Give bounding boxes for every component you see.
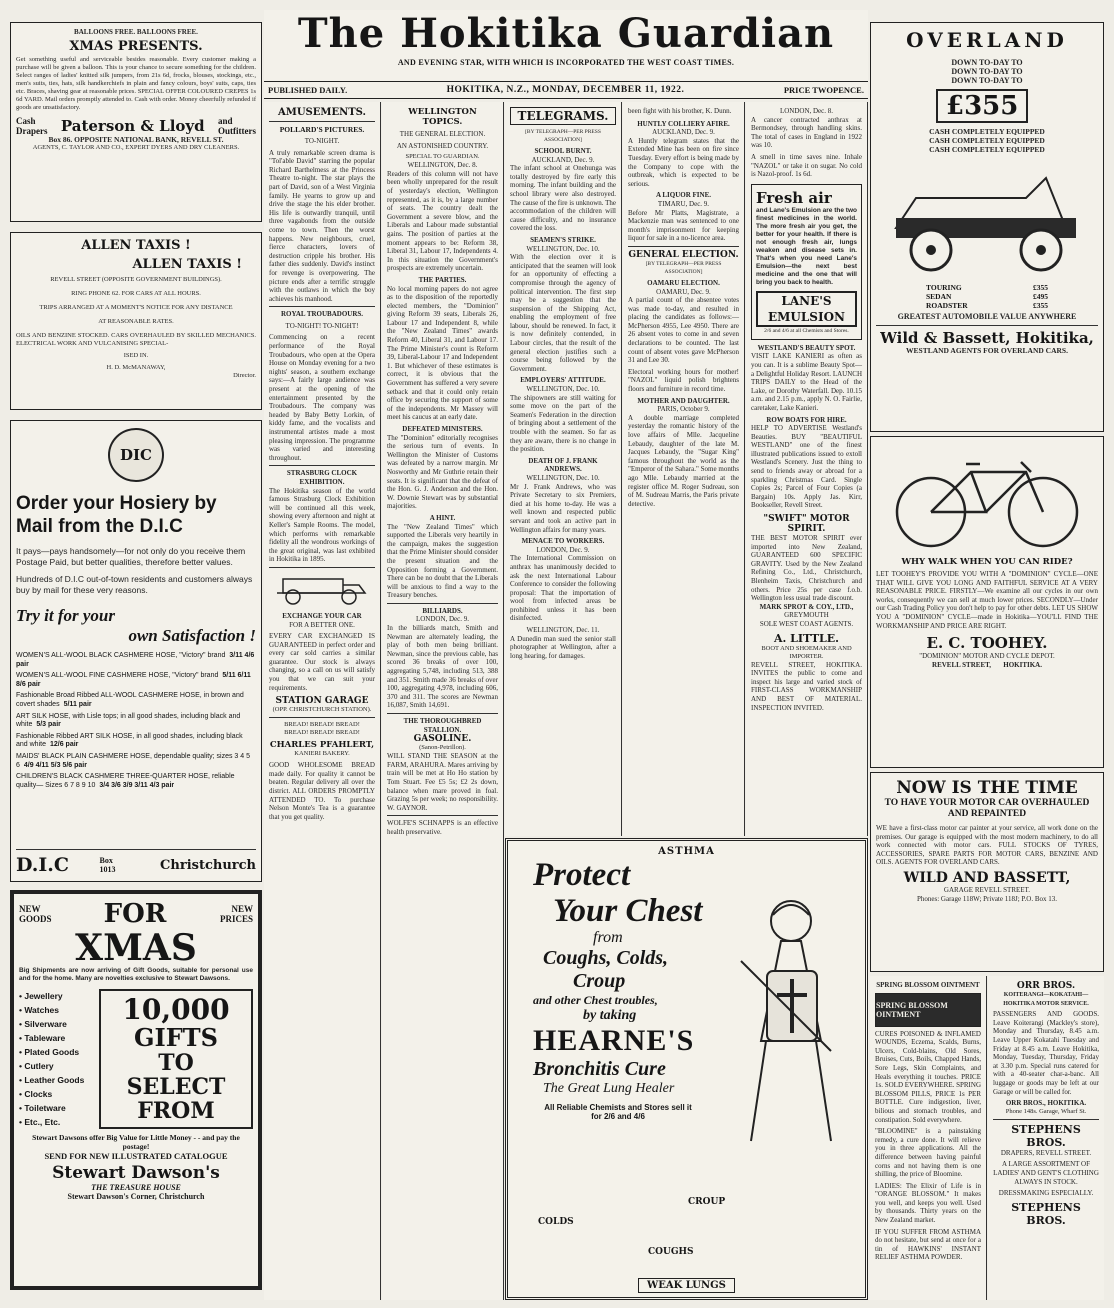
col4-body-3: A partial count of the absentee votes was made to-day, and resulted in placing the candidates as follows:— McPherson 4955, Lee 4950. There are 26 absent votes to come in and seven declarations to be counted. The last count of absent votes gave McPherson 31 and Lee 30.	[628, 296, 739, 365]
dic-item-desc: Fashionable Broad Ribbed ALL-WOOL CASHMERE HOSE, in brown and covert shades	[16, 692, 244, 708]
hearne-l7: by taking	[583, 1008, 637, 1023]
toohey-name: E. C. TOOHEY.	[926, 634, 1048, 653]
col4-head-election: GENERAL ELECTION.	[628, 249, 739, 260]
dic-item-price: 5/11 6/11 8/6 pair	[16, 672, 251, 688]
hearne-l11: All Reliable Chemists and Stores sell it for 2/6 and 4/6	[544, 1103, 692, 1121]
dic-item-desc: MAIDS' BLACK PLAIN CASHMERE HOSE, dependable quality; sizes 3 4 5 6	[16, 752, 250, 769]
col4-dl-1: AUCKLAND, Dec. 9.	[652, 128, 715, 137]
amusements-body-5: GOOD WHOLESOME BREAD made daily. For quality it cannot be beaten. Regular delivery all over the district. ALL ORDERS PROMPTLY ATTENDED TO. To purchase Nelson Monte's Tea is a guarantee that you get quality.	[269, 761, 375, 821]
masthead-dateline: HOKITIKA, N.Z., MONDAY, DECEMBER 11, 1922.	[446, 85, 685, 95]
dawson-list-item: • Etc., Etc.	[19, 1117, 61, 1127]
wellington-dateline: WELLINGTON, Dec. 8.	[407, 161, 478, 170]
hearne-l4: Coughs, Colds,	[543, 947, 669, 969]
col4-body-0: been fight with his brother, K. Dunn.	[628, 107, 732, 115]
hearne-croup: CROUP	[688, 1197, 726, 1207]
stephens-name: STEPHENS BROS.	[1011, 1122, 1081, 1149]
orr-stephens-column	[988, 976, 1104, 1300]
dic-item-price: 5/3 pair	[36, 721, 61, 729]
amusements-exchange: EXCHANGE YOUR CAR	[282, 611, 362, 620]
dic-price-list	[16, 652, 256, 790]
dic-foot-name: D.I.C	[16, 854, 70, 876]
wellington-sub-2: AN ASTONISHED COUNTRY.	[396, 141, 489, 150]
col4-body-2: Before Mr Platts, Magistrate, a Mackenzie man was sentenced to one month's imprisonment for keeping liquor for sale in a no-licence area.	[628, 208, 739, 243]
dic-try-1: Try it for your	[16, 606, 116, 625]
masthead-title: The Hokitika Guardian	[297, 10, 835, 57]
wellington-special: SPECIAL TO GUARDIAN.	[405, 153, 480, 161]
stallion-name: GASOLINE.	[413, 734, 472, 745]
col5-body-3: HELP TO ADVERTISE Westland's Beauties. BUY "BEAUTIFUL WESTLAND" one of the finest illustrated publications issued to extoll Westland's Scenery. Just the thing to send to friends away or abroad for a sparkling Christmas Card. Single Copies 2s; Parcel of Four Copies (a Bargain) 10s. Apply Jas. Kirr, Bookseller, Revell Street.	[751, 424, 862, 510]
telegrams-body-1: The infant school at Onehunga was totally destroyed by fire early this morning. The infant building and the school library were also destroyed. The cause of the fire is unknown. The accommodation of the children will cause difficulty, and no insurance covered the loss.	[510, 164, 617, 233]
dawson-blurb: Big Shipments are now arriving of Gift Goods, suitable for personal use and for the home. Many are novelties exclusive to Stewart Dawsons.	[19, 967, 253, 982]
col5-sub-3: ROW BOATS FOR HIRE.	[766, 415, 847, 424]
col5-sub-5b: BOOT AND SHOEMAKER AND IMPORTER.	[761, 644, 852, 660]
col5-body-4: THE BEST MOTOR SPIRIT ever imported into New Zealand, GUARANTEED 600 SPECIFIC GRAVITY. Used by the New Zealand Refining Co., Ltd., Christchurch, Blenheim Taxis, Christchurch and others. Price 25s per case f.o.b. Wellington less usual trade discount.	[751, 534, 862, 603]
col4-sub-1: HUNTLY COLLIERY AFIRE.	[637, 119, 730, 128]
allen-l5: OILS AND BENZINE STOCKED. CARS OVERHAULED BY SKILLED MECHANICS. ELECTRICAL WORK AND VULCANISING SPECIAL-	[16, 332, 256, 347]
amusements-body-1: A truly remarkable screen drama is "Tol'able David" starring the popular Richard Barthelmess at the Princess Theatre to-night. The star plays the part of David, son of a West Virginia family. He yearns to grow up and drive the stage the his elder brother. His life is outwardly tranquil, until three vagabonds from the outside come to town. Then the worst happens. New neighbours, cruel, fierce characters, lovers of destruction cripple his brother. His father dies suddenly. David's instinct for revenge is overpowering. The picture ends after a terrific struggle with the outlaws in which the boy achieves his manhood.	[269, 148, 375, 303]
baker-name: CHARLES PFAHLERT,	[269, 740, 375, 751]
allen-title-1: ALLEN TAXIS !	[81, 238, 191, 253]
ad-title: XMAS PRESENTS.	[69, 38, 203, 54]
wild-head-1: NOW IS THE TIME	[896, 778, 1078, 798]
dic-foot-city: Christchurch	[160, 857, 256, 873]
billiards-body: In the billiards match, Smith and Newman are alternately leading, the play of both men being brilliant. Newman, since the previous cable, has scored 36 breaks of over 100, aggregating 5,748, including 513, 388 and 351. Smith made 36 breaks of over 100, aggregating 4,978, including 606, 370 and 311. The scores are Newman 16,087, Smith 14,691.	[387, 624, 498, 710]
amusements-sub: POLLARD'S PICTURES.	[279, 125, 365, 134]
dawson-list-item: • Cutlery	[19, 1061, 54, 1071]
asthma-body: IF YOU SUFFER FROM ASTHMA do not hesitate, but send at once for a tin of HAWKINS' INSTANT RELIEF ASTHMA POWDER.	[875, 1227, 981, 1262]
telegrams-sub-3: EMPLOYERS' ATTITUDE.	[520, 376, 606, 385]
col5-body-1: A cancer contracted anthrax at Bermondsey, through handling skins. The total of cases in England in 1922 was 10.	[751, 115, 862, 150]
stallion-body: WILL STAND THE SEASON at the FARM, ARAHURA. Mares arriving by train will be met at Ho Ho station by Tom Stuart. Fee £5 5s; £2 2s down, balance when mare proved in foal. Grazing 5s per week; no responsibility. W. GAYNOR.	[387, 752, 498, 812]
dawson-new-goods: NEW GOODS	[19, 904, 52, 924]
dic-hosiery-ad	[10, 420, 262, 882]
dic-price-item	[16, 692, 256, 709]
col5-sub-2: WESTLAND'S BEAUTY SPOT.	[757, 343, 856, 352]
wellington-body-1: Readers of this column will not have been wholly unprepared for the result of yesterday's election, Wellington represented, as it is, by a large number of seats. The country dealt the Government a severe blow, and the Liberals and Labour made substantial gains. The position of parties at the moment appears to be: Reform 38, Liberal 31, Labour 17, Independents 4. In this situation the Government's prospects are extremely uncertain.	[387, 169, 498, 273]
stephens-drapers: DRAPERS, REVELL STREET.	[1000, 1148, 1092, 1157]
wild-name: WILD AND BASSETT,	[903, 869, 1071, 886]
hearne-l6: and other Chest troubles,	[533, 993, 658, 1007]
dic-item-price: 12/6 pair	[49, 741, 79, 749]
amusements-sub-2: ROYAL TROUBADOURS.	[280, 310, 364, 319]
wellington-body-4: The "New Zealand Times" which supported the Liberals very heartily in the campaign, makes the suggestion that the Prime Minister should consider the present situation and the Opposition forming a Government. There can be no doubt that the Liberals will be anxious to find a way to the Treasury benches.	[387, 522, 498, 600]
column-news-5	[746, 102, 868, 836]
ad-drapers: Drapers	[16, 125, 48, 136]
hearne-weak-lungs: WEAK LUNGS	[638, 1278, 735, 1293]
dawson-big-5: FROM	[137, 1098, 215, 1124]
dawson-house: THE TREASURE HOUSE	[91, 1183, 181, 1192]
col4-sub-2: A LIQUOR FINE.	[655, 191, 712, 200]
ad-body: Get something useful and serviceable besides reasonable. Every customer making a purchase will be given a balloon. This is your chance to secure something for the children. Select ranges of ladies' knitted silk jumpers, from 21s 6d, frocks, blouses, stockings, etc., men's suits, ties, hats, silk handkerchiefs in plain and fancy colours, boys' suits, caps, ties etc. Braces, shaving gear at reasonable prices. SPECIAL OFFER COLOURED CREPES 1s 6d YARD. Mail orders promptly attended to. Cash with order. Money cheerfully refunded if goods are unsatisfactory.	[16, 55, 256, 111]
baker-sub: KANIERI BAKERY.	[294, 750, 350, 758]
ad-outfitters: Outfitters	[218, 125, 256, 136]
dawson-offer: Stewart Dawsons offer Big Value for Little Money - - and pay the postage!	[32, 1133, 240, 1151]
amusements-tonight: TO-NIGHT.	[304, 137, 340, 145]
telegrams-body-3: The shipowners are still waiting for some move on the part of the Seamen's Federation in the direction of bringing about a settlement of the trouble with the seamen. So far as they are aware, there is no change in the position.	[510, 393, 616, 454]
hearnes-bronchitis-ad	[505, 838, 868, 1300]
hearne-coughs: COUGHS	[648, 1247, 694, 1257]
col4-body-1: A Huntly telegram states that the Extended Mine has been on fire since Tuesday. Every effort is being made by the Company to cope with the outbreak, which is expected to be serious.	[628, 136, 739, 188]
dawson-list-item: • Jewellery	[19, 991, 63, 1001]
telegrams-sub-2: SEAMEN'S STRIKE.	[530, 235, 596, 244]
dic-price-item	[16, 753, 256, 770]
telegrams-body-2: With the election over it is anticipated that the seamen will look for an opportunity of effecting a compromise through the agency of political intervention. The first step may be a suggestion that the suspension of the Shipping Act, enabling the employment of free labour, should be renewed. In fact, it is now definitely contended, in Labour circles, that the result of the general election justifies such a course being followed by the Government.	[510, 253, 616, 373]
wild-bassett-ad	[870, 772, 1104, 972]
stallion-head: THE THOROUGHBRED STALLION.	[403, 717, 482, 734]
overland-tag: GREATEST AUTOMOBILE VALUE ANYWHERE	[897, 312, 1077, 321]
telegrams-sub-1: SCHOOL BURNT.	[534, 147, 592, 155]
dic-price-item	[16, 713, 256, 730]
overland-model-price: £355	[1033, 283, 1048, 292]
dic-item-desc: WOMEN'S ALL-WOOL BLACK CASHMERE HOSE, "Victory" brand	[16, 652, 226, 659]
dawson-list-item: • Clocks	[19, 1089, 53, 1099]
dic-price-item	[16, 773, 256, 790]
column-telegrams	[505, 102, 622, 836]
dic-p2: Hundreds of D.I.C out-of-town residents and customers always buy by mail for these very reasons.	[16, 574, 253, 595]
wellington-head: WELLINGTON TOPICS.	[408, 107, 477, 127]
lanes-head: Fresh air	[756, 188, 832, 207]
dic-price-item	[16, 733, 256, 750]
wolfe-ad: WOLFE'S SCHNAPPS is an effective health preservative.	[387, 819, 498, 836]
hearne-l5: Croup	[573, 970, 626, 992]
bread-line: BREAD! BREAD! BREAD! BREAD! BREAD! BREAD!	[284, 721, 360, 737]
dic-item-price: 5/11 pair	[63, 700, 92, 708]
hearne-colds: COLDS	[538, 1217, 574, 1227]
amusements-tonight-2: TO-NIGHT! TO-NIGHT!	[285, 321, 359, 330]
bloomine-body: "BLOOMINE" is a painstaking remedy, a cure done. It will relieve you in three applications. All the difference between having painful corns and not having them is one shilling, the price of Bloomine.	[875, 1127, 981, 1179]
dawson-for: FOR	[103, 899, 167, 929]
masthead-published: PUBLISHED DAILY.	[268, 85, 348, 95]
telegrams-body-4: Mr J. Frank Andrews, who was Private Secretary to six Premiers, died at his home to-day. He was a well known and respected public servant and took an active part in Wellington affairs for many years.	[510, 482, 616, 534]
col4-body-5: A double marriage completed yesterday the romantic history of the love affairs of Mlle. Jacqueline Lebaudy, daughter of the late M. Jacques Lebaudy, the "Sugar King" famous throughout the world as the "Emperor of the Sahara." Some months ago Mlle. Lebaudy married at the register office M. Roger Sudreau, son of M. Sudreau Marris, the Paris private detective.	[628, 413, 739, 508]
telegrams-body-6: A Dunedin man sued the senior stall photographer at Wellington, after a long hearing, for damages.	[510, 634, 616, 660]
dic-foot-box: Box 1013	[99, 856, 116, 874]
overland-dealer: Wild & Bassett, Hokitika,	[880, 328, 1094, 347]
overland-agents: WESTLAND AGENTS FOR OVERLAND CARS.	[906, 345, 1068, 355]
wellington-body-3: The "Dominion" editorially recognises the serious turn of events. In Wellington the Minister of Customs was defeated by a narrow margin. Mr Nosworthy and Mr Guthrie retain their seats. It is significant that the defeat of the Hon. G. J. Anderson and the Hon. W. Downie Stewart was by substantial majorities.	[387, 433, 498, 511]
lanes-brand: LANE'S EMULSION	[756, 291, 857, 327]
dic-item-desc: WOMEN'S ALL-WOOL FINE CASHMERE HOSE, "Victory" brand	[16, 672, 219, 680]
overland-model-name: ROADSTER	[926, 301, 968, 310]
dawson-xmas: XMAS	[75, 927, 197, 969]
dic-p1: It pays—pays handsomely—for not only do you receive them Postage Paid, but better qualities, therefore better values.	[16, 546, 246, 567]
telegrams-sub-5: MENACE TO WORKERS.	[521, 537, 605, 546]
orr-foot: ORR BROS., HOKITIKA.	[1005, 1099, 1087, 1108]
dawson-list-item: • Toiletware	[19, 1103, 66, 1113]
dic-logo-text: DIC	[120, 446, 152, 464]
amusements-head: AMUSEMENTS.	[277, 107, 366, 118]
col4-dl-2: TIMARU, Dec. 9.	[657, 199, 710, 208]
dawson-goods-list	[19, 989, 99, 1129]
hearne-l8: HEARNE'S	[533, 1024, 695, 1057]
station-garage-sub: (OPP. CHRISTCHURCH STATION).	[272, 706, 372, 714]
allen-title-2: ALLEN TAXIS !	[132, 257, 242, 272]
col4-body-4: Electoral working hours for mother! "NAZOL" liquid polish brightens floors and furniture in record time.	[628, 367, 739, 394]
billiards-dateline: LONDON, Dec. 9.	[415, 615, 470, 624]
overland-ad	[870, 22, 1104, 432]
allen-taxis-ad	[10, 232, 262, 410]
dawson-gifts-box	[99, 989, 253, 1129]
stallion-ref: (Sanon-Petrillon).	[419, 744, 466, 752]
bicycle-illustration	[876, 442, 1098, 552]
amusements-body-4: EVERY CAR EXCHANGED IS GUARANTEED in perfect order and every car sold carries a similar guarantee. Our stock is always changing, so a call on us will satisfy you that we can suit your requirements.	[269, 632, 375, 692]
col5-body-5: REVELL STREET, HOKITIKA. INVITES the public to come and inspect his large and varied stock of FIRST-CLASS WORKMANSHIP AND BEST OF MATERIAL. INSPECTION INVITED.	[751, 660, 862, 712]
wild-phone: Phones: Garage 118W; Private 118J; P.O. Box 13.	[917, 894, 1057, 903]
allen-l1: REVELL STREET (OPPOSITE GOVERNMENT BUILDINGS).	[50, 276, 222, 283]
allen-l6: ISED IN.	[123, 352, 149, 359]
telegrams-credit: [BY TELEGRAPH—PER PRESS ASSOCIATION]	[525, 129, 601, 143]
ad-and: and	[218, 115, 233, 126]
overland-car-illustration	[876, 158, 1096, 278]
hearne-l10: The Great Lung Healer	[543, 1081, 675, 1096]
dic-item-desc: CHILDREN'S BLACK CASHMERE THREE-QUARTER HOSE, reliable quality— Sizes 6 7 8 9 10	[16, 773, 235, 789]
lanes-price: 2/6 and 4/6 at all Chemists and Stores.	[764, 327, 849, 334]
dawson-big-4: SELECT	[126, 1074, 226, 1100]
dawson-new-prices: NEW PRICES	[219, 904, 253, 924]
paterson-lloyd-ad	[10, 22, 262, 222]
amusements-body-3: The Hokitika season of the world famous Strasburg Clock Exhibition will be continued all this week, showing every afternoon and night at Keller's Sample Rooms. The model, which performs with remarkable fidelity all the wondrous workings of the great original, was last exhibited in Hokitika in 1895.	[269, 486, 375, 564]
dawson-big-2: GIFTS	[134, 1023, 218, 1052]
overland-price: £355	[936, 89, 1028, 123]
telegrams-dl-5: LONDON, Dec. 9.	[536, 545, 590, 554]
telegrams-dl-1: AUCKLAND, Dec. 9.	[531, 155, 595, 164]
allen-l2: RING PHONE 62. FOR CARS AT ALL HOURS.	[71, 290, 201, 297]
col4-sub-5: MOTHER AND DAUGHTER.	[637, 396, 730, 405]
column-wellington	[382, 102, 504, 1300]
col4-credit: [BY TELEGRAPH—PER PRESS ASSOCIATION]	[645, 260, 722, 275]
wellington-sub-4: DEFEATED MINISTERS.	[402, 425, 483, 433]
overland-model-name: TOURING	[926, 283, 962, 292]
ad-address: Box 86. OPPOSITE NATIONAL BANK, REVELL ST.	[48, 134, 224, 144]
spring-blossom-column	[870, 976, 987, 1300]
ad-cash: Cash	[16, 115, 36, 126]
orr-body: PASSENGERS AND GOODS. Leave Koiterangi (Mackley's store), Monday and Thursday, 8.45 a.m. Leave Upper Kokatahi Tuesday and Friday at 8.45 a.m. Leave Hokitika, Monday, Tuesday, Thursday, Friday at 3.30 p.m. Special runs catered for with a 40-seater char-a-banc. All luggage or goods may be left at our Garage or will be called for.	[993, 1010, 1099, 1096]
dawson-list-item: • Leather Goods	[19, 1075, 85, 1085]
dawson-big-3: TO	[158, 1050, 194, 1076]
dic-item-desc: Fashionable Ribbed ART SILK HOSE, in all good shades, including black and white	[16, 732, 243, 749]
dawson-list-item: • Watches	[19, 1005, 59, 1015]
ad-topline: BALLOONS FREE. BALLOONS FREE.	[74, 28, 198, 36]
station-garage: STATION GARAGE	[275, 696, 369, 707]
dic-item-price: 4/9 4/11 5/3 5/6 pair	[23, 761, 87, 769]
dic-price-item	[16, 672, 256, 689]
masthead-subtitle: AND EVENING STAR, WITH WHICH IS INCORPORATED THE WEST COAST TIMES.	[397, 58, 735, 67]
wellington-body-2: No local morning papers do not agree as to the disposition of the reportedly elected members, the "Dominion" giving Reform 39 seats, Liberals 26, Labour 17 and Independent 8, while the "New Zealand Times" awards Reform 40, Liberal 31, and Labour 17. The Prime Minister's count is Reform 39, Liberal-Labour 17 and Independent 1. But whichever of these estimates is correct, it is obvious that the Government has suffered a very severe setback and that it could only retain office by securing the support of some of the independents. Mr Massey will meet his caucus at an early date.	[387, 284, 498, 422]
allen-l3: TRIPS ARRANGED AT A MOMENT'S NOTICE FOR ANY DISTANCE	[39, 304, 233, 311]
dic-title: Order your Hosiery by Mail from the D.I.C	[16, 493, 217, 537]
telegrams-dl-6: WELLINGTON, Dec. 11.	[526, 626, 600, 635]
knight-illustration	[721, 891, 851, 1251]
hearne-l2: Your Chest	[553, 893, 703, 929]
dawson-big-1: 10,000	[122, 993, 230, 1026]
col4-dl-5: PARIS, October 9.	[657, 405, 710, 414]
overland-models	[926, 283, 1048, 310]
dic-item-price: 3/4 3/6 3/9 3/11 4/3 pair	[99, 781, 175, 789]
wellington-sub-5: A HINT.	[429, 513, 456, 522]
orr-phone: Phone 148s. Garage, Wharf St.	[1005, 1107, 1087, 1115]
dic-logo	[108, 428, 164, 482]
col5-body-1b: A smell in time saves nine. Inhale "NAZOL" or take it on sugar. No cold is Nazol-proof. 1s 6d.	[751, 152, 862, 179]
dic-item-desc: ART SILK HOSE, with Lisle tops; in all good shades, including black and white	[16, 712, 241, 729]
col5-name-4: MARK SPROT & COY., LTD.,	[759, 602, 854, 611]
col5-dl-1: LONDON, Dec. 8.	[779, 107, 834, 115]
ladies-body: LADIES: The Elixir of Life is in "ORANGE BLOSSOM." It makes you well, and keeps you well. Used by thousands. Thirty years on the New Zealand market.	[875, 1181, 981, 1225]
toohey-head: WHY WALK WHEN YOU CAN RIDE?	[901, 557, 1073, 567]
blossom-body: CURES POISONED & INFLAMED WOUNDS, Eczema, Scalds, Burns, Ulcers, Cold-blains, Old Sores, Bruises, Cuts, Boils, Chapped Hands, Sore Legs, Skin Complaints, and Heals everything it touches. PRICE 1s. SOLD EVERYWHERE. SPRING BLOSSOM PILLS, PRICE 1s PER BOTTLE. Cure indigestion, liver, bilious and stomach troubles, and constipation. Sold everywhere.	[875, 1029, 981, 1124]
masthead	[264, 10, 868, 100]
dawson-corner: Stewart Dawson's Corner, Christchurch	[67, 1192, 205, 1201]
dawson-list-item: • Tableware	[19, 1033, 66, 1043]
ad-agents: AGENTS, C. TAYLOR AND CO., EXPERT DYERS AND DRY CLEANERS.	[32, 144, 240, 152]
telegrams-dl-3: WELLINGTON, Dec. 10.	[526, 385, 600, 394]
toohey-address: REVELL STREET, HOKITIKA.	[932, 660, 1042, 669]
blossom-logo: SPRING BLOSSOM OINTMENT	[875, 993, 981, 1027]
stephens-line-1: A LARGE ASSORTMENT OF LADIES' AND GENT'S CLOTHING ALWAYS IN STOCK.	[993, 1160, 1099, 1186]
blossom-title: SPRING BLOSSOM OINTMENT	[876, 981, 980, 989]
overland-model-name: SEDAN	[926, 292, 952, 301]
overland-model-price: £355	[1033, 301, 1048, 310]
overland-model-price: £495	[1033, 292, 1048, 301]
overland-title: OVERLAND	[906, 28, 1068, 52]
amusements-sub-3: STRASBURG CLOCK EXHIBITION.	[286, 469, 358, 486]
overland-equipped: CASH COMPLETELY EQUIPPED CASH COMPLETELY EQUIPPED CASH COMPLETELY EQUIPPED	[929, 127, 1045, 154]
telegrams-dl-2: WELLINGTON, Dec. 10.	[526, 244, 600, 253]
allen-l4: AT REASONABLE RATES.	[98, 318, 174, 325]
dic-try-2: own Satisfaction !	[128, 626, 256, 645]
lanes-emulsion-ad	[751, 184, 862, 340]
dawson-name: Stewart Dawson's	[52, 1163, 220, 1183]
hearne-l9: Bronchitis Cure	[533, 1058, 666, 1080]
dawson-send: SEND FOR NEW ILLUSTRATED CATALOGUE	[44, 1151, 228, 1161]
overland-model-row	[926, 301, 1048, 310]
wellington-sub: THE GENERAL ELECTION.	[399, 130, 486, 138]
allen-signature: H. D. McMANAWAY,	[106, 364, 166, 371]
orr-sub: KOITERANGI—KOKATAHI—HOKITIKA MOTOR SERVICE.	[1003, 992, 1089, 1007]
stewart-dawson-ad	[10, 890, 262, 1290]
col4-dl-3: OAMARU, Dec. 9.	[656, 287, 711, 296]
toohey-sub: "DOMINION" MOTOR AND CYCLE DEPOT.	[919, 652, 1055, 661]
allen-role: Director.	[233, 372, 256, 379]
dic-item-price: 3/11 4/6 pair	[16, 652, 255, 668]
amusements-better: FOR A BETTER ONE.	[289, 620, 355, 629]
hearne-l3: from	[593, 929, 623, 946]
wild-address: GARAGE REVELL STREET.	[943, 885, 1031, 894]
wellington-sub-3: THE PARTIES.	[418, 275, 467, 284]
billiards-head: BILLIARDS.	[422, 606, 463, 615]
paterson-lloyd-name: Paterson & Lloyd	[60, 116, 205, 135]
amusements-body-2: Commencing on a recent performance of the Royal Troubadours, who open at the Opera House on Monday evening for a two nights' season, a southern exchange says:—A fairly large audience was present at the opening of the entertainment presented by the Troubadours. The company was headed by Baby Betty Lorkin, of kiddy fame, and the vocalists and instrumental artistes made a most pleasing impression. The programme was varied and interesting throughout.	[269, 333, 375, 462]
dic-price-item	[16, 652, 256, 669]
col5-addr-4: GREYMOUTH	[784, 611, 829, 620]
col5-agents-4: SOLE WEST COAST AGENTS.	[759, 619, 854, 628]
telegrams-dl-4: WELLINGTON, Dec. 10.	[526, 473, 600, 482]
telegrams-sub-4: DEATH OF J. FRANK ANDREWS.	[528, 456, 598, 474]
overland-down: DOWN TO-DAY TO DOWN TO-DAY TO DOWN TO-DAY TO	[951, 58, 1023, 85]
telegrams-head: TELEGRAMS.	[510, 107, 616, 125]
hearne-l1: Protect	[533, 857, 631, 893]
column-news-4	[623, 102, 745, 836]
col4-sub-3: OAMARU ELECTION.	[647, 278, 720, 287]
car-icon	[269, 571, 374, 607]
wild-head-2: TO HAVE YOUR MOTOR CAR OVERHAULED AND REPAINTED	[884, 798, 1090, 819]
col5-body-2: VISIT LAKE KANIERI as often as you can. It is a sublime Beauty Spot—a Delightful Holiday Resort. LAUNCH TRIPS DAILY to the Head of the Lake, or Dorothy Waterfall. Dep. 10.15 a.m. and 2.15 p.m., apply N. O. Fairlie, caretaker, Lake Kanieri.	[751, 352, 862, 412]
toohey-cycles-ad	[870, 436, 1104, 768]
col5-sub-4: "SWIFT" MOTOR SPIRIT.	[763, 514, 850, 535]
column-amusements	[264, 102, 381, 1300]
orr-name: ORR BROS.	[1016, 981, 1076, 991]
dawson-list-item: • Silverware	[19, 1019, 67, 1029]
lanes-body: and Lane's Emulsion are the two finest medicines in the world. The more fresh air you get, the better for your health. If there is not enough fresh air, lungs weaken and disease sets in. That's when you need Lane's Emulsion—the next best medicine and the one that will bring you back to health.	[756, 206, 857, 286]
telegrams-body-5: The International Commission on anthrax has unanimously decided to ask the next International Labour Conference to consider the following proposal: That the importation of wool from infected areas be prohibited unless it has been disinfected.	[510, 554, 616, 623]
stephens-name-2: STEPHENS BROS.	[1011, 1200, 1081, 1227]
overland-model-row	[926, 283, 1048, 292]
masthead-price: PRICE TWOPENCE.	[783, 85, 864, 95]
hearne-asthma: ASTHMA	[658, 846, 715, 857]
overland-model-row	[926, 292, 1048, 301]
col5-sub-5: A. LITTLE.	[773, 631, 839, 645]
wild-body: WE have a first-class motor car painter at your service, all work done on the premises. Our garage is equipped with the most modern machinery, to do all work connected with motor cars. FULL STOCKS OF TYRES, ACCESSORIES, SPARE PARTS FOR MOTOR CARS, BENZINE AND OILS. AGENTS FOR OVERLAND CARS.	[876, 824, 1098, 867]
dawson-list-item: • Plated Goods	[19, 1047, 80, 1057]
toohey-body: LET TOOHEY'S PROVIDE YOU WITH A "DOMINION" CYCLE—ONE THAT WILL GIVE YOU LONG AND FAITHFUL SERVICE AT A VERY REASONABLE PRICE. FIRSTLY—We examine all our cycles in our own works, consequently we can sell at much lower prices. SECONDLY—Under our Cash Trading Policy you don't help to pay for other debts. LET US SHOW YOU A "DOMINION" CYCLE—made in Hokitika—YOU'LL FIND THE WORKMANSHIP AND PRICE ARE RIGHT.	[876, 570, 1098, 630]
stephens-line-2: DRESSMAKING ESPECIALLY.	[998, 1189, 1094, 1198]
